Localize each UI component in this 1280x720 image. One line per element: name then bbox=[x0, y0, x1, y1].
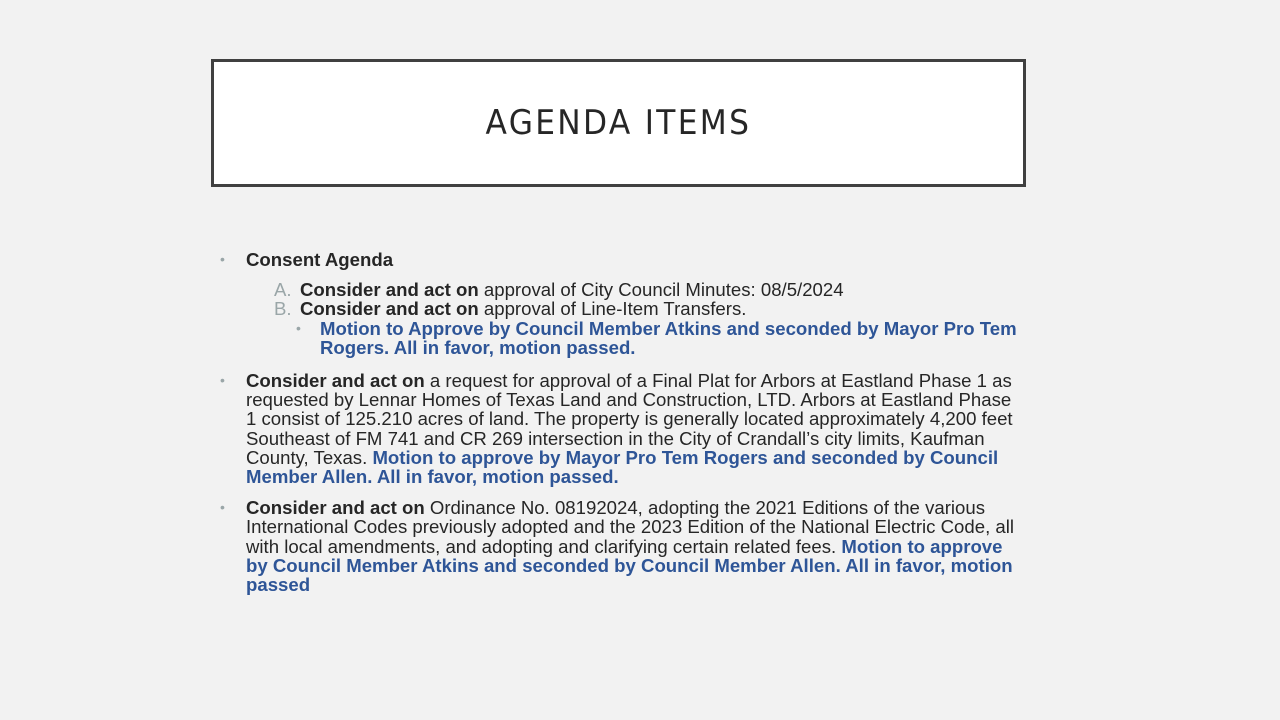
item-action: Consider and act on bbox=[300, 279, 479, 301]
slide-title: AGENDA ITEMS bbox=[485, 103, 752, 143]
bullet-icon: • bbox=[220, 499, 225, 516]
agenda-item-final-plat bbox=[220, 371, 1020, 486]
bullet-icon: • bbox=[296, 319, 301, 336]
consent-item-b bbox=[274, 299, 1020, 318]
motion-text: Motion to approve by Council Member Atkins and seconded by Council Member Allen. All in favor, motion passed bbox=[246, 535, 1013, 596]
agenda-content bbox=[220, 250, 1020, 606]
item-action: Consider and act on bbox=[300, 298, 479, 320]
item-text: a request for approval of a Final Plat for Arbors at Eastland Phase 1 as requested by Lennar Homes of Texas Land and Construction, LTD. Arbors at Eastland Phase 1 consist of 125.210 acres of land. The property is generally located approximately 4,200 feet Southeast of FM 741 and CR 269 intersection in the City of Crandall’s city limits, Kaufman County, Texas. bbox=[246, 370, 1013, 468]
agenda-item-consent bbox=[220, 250, 1020, 357]
item-text: approval of Line-Item Transfers. bbox=[478, 298, 747, 320]
item-text: Ordinance No. 08192024, adopting the 2021 Editions of the various International Codes previously adopted and the 2023 Edition of the National Electric Code, all with local amendments, and adopting and clarifying certain related fees. bbox=[246, 497, 1014, 557]
item-action: Consider and act on bbox=[246, 370, 425, 392]
bullet-icon: • bbox=[220, 372, 225, 389]
item-text: approval of City Council Minutes: 08/5/2024 bbox=[478, 279, 844, 301]
bullet-icon: • bbox=[220, 251, 225, 267]
consent-item-a bbox=[274, 280, 1020, 299]
list-letter: A. bbox=[274, 279, 292, 301]
title-box bbox=[211, 59, 1026, 187]
consent-motion bbox=[274, 319, 1020, 357]
consent-agenda-heading: Consent Agenda bbox=[246, 249, 394, 270]
list-letter: B. bbox=[274, 298, 292, 320]
item-action: Consider and act on bbox=[246, 497, 425, 519]
consent-sub-list bbox=[246, 280, 1020, 357]
motion-text: Motion to Approve by Council Member Atkins and seconded by Mayor Pro Tem Rogers. All in favor, motion passed. bbox=[320, 317, 1017, 358]
agenda-item-ordinance bbox=[220, 498, 1020, 594]
motion-text: Motion to approve by Mayor Pro Tem Rogers and seconded by Council Member Allen. All in favor, motion passed. bbox=[246, 446, 999, 488]
